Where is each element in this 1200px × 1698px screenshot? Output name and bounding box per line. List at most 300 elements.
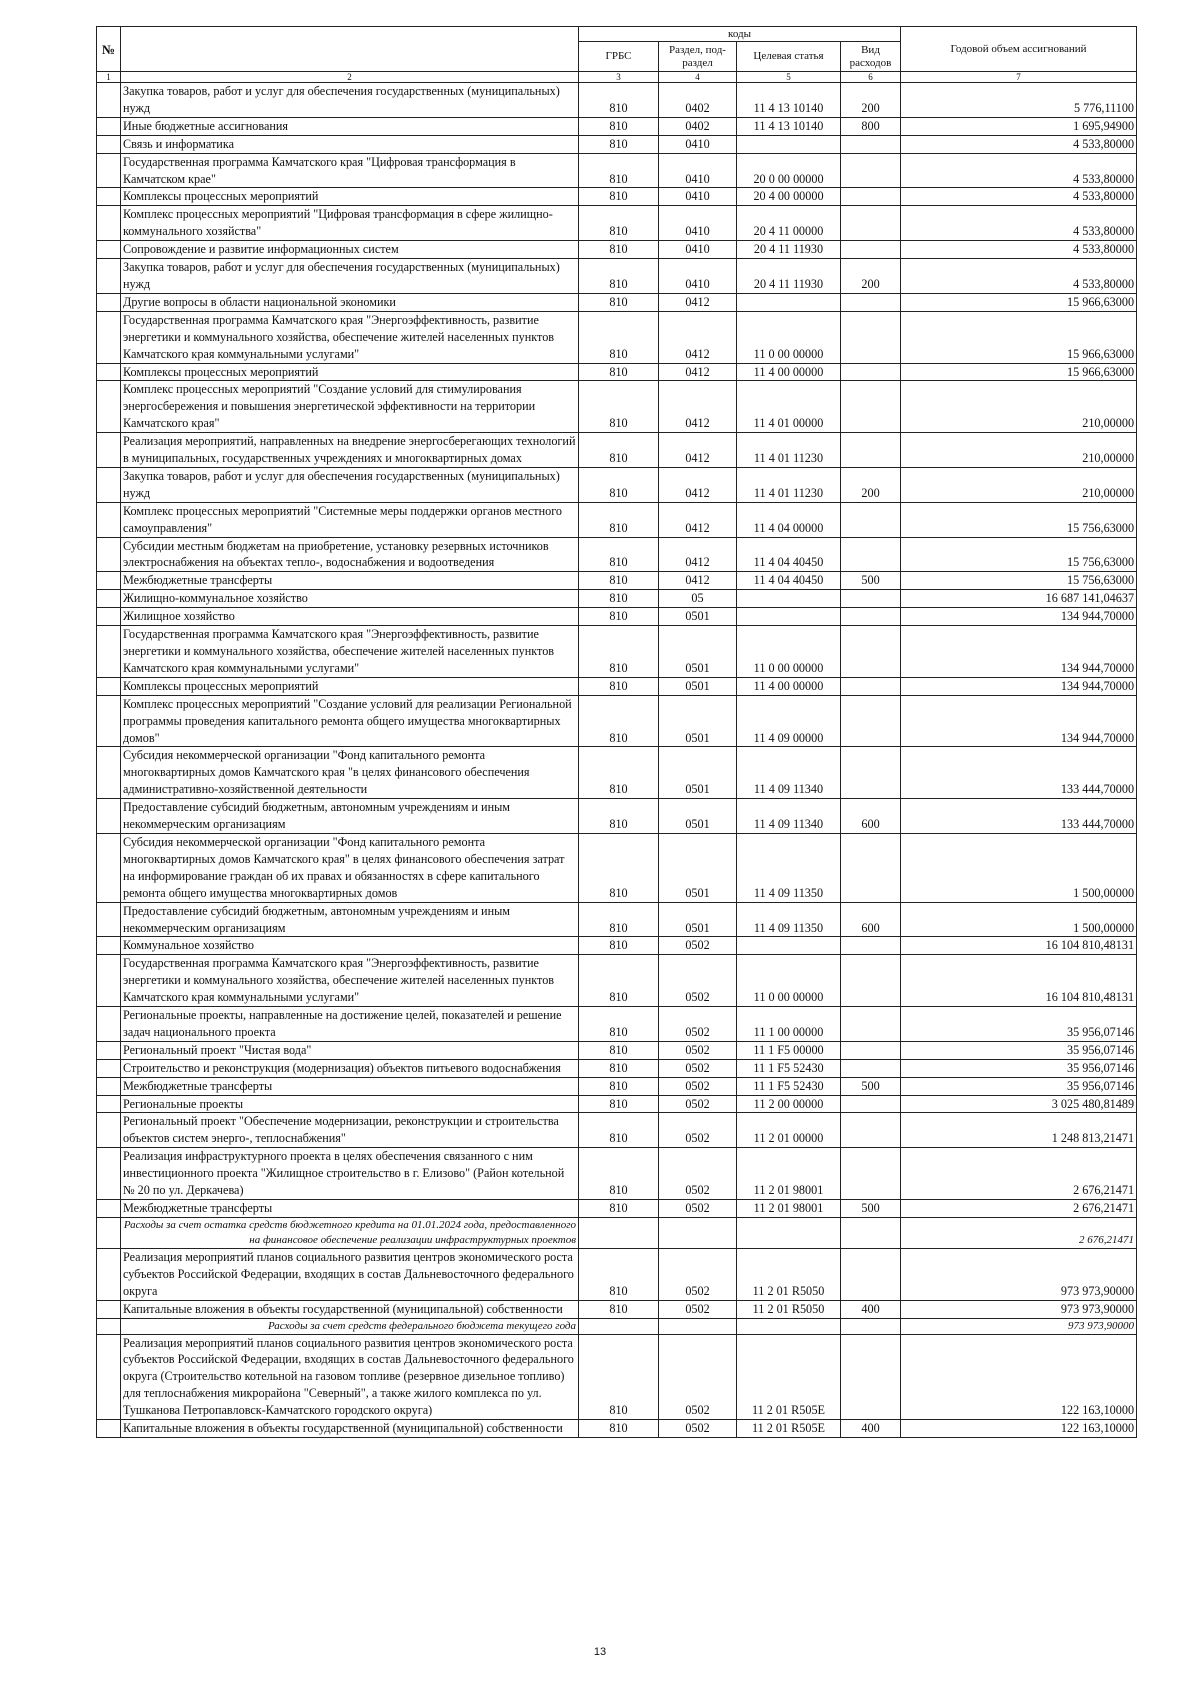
item-name: Субсидии местным бюджетам на приобретение, установку резервных источников электроснабжения на объектах тепло-, водоснабжения и водоотведения	[121, 537, 579, 572]
amount-cell: 134 944,70000	[901, 677, 1137, 695]
section-cell: 0501	[659, 695, 737, 747]
expense-type-cell: 200	[841, 467, 901, 502]
item-name: Строительство и реконструкция (модернизация) объектов питьевого водоснабжения	[121, 1059, 579, 1077]
item-name: Государственная программа Камчатского края "Энергоэффективность, развитие энергетики и коммунального хозяйства, обеспечение жителей населенных пунктов Камчатского края коммунальными услугами"	[121, 311, 579, 363]
target-article-cell: 11 4 09 11350	[737, 902, 841, 937]
table-row	[97, 83, 1137, 118]
amount-cell: 4 533,80000	[901, 153, 1137, 188]
target-article-cell: 11 4 04 40450	[737, 572, 841, 590]
row-number-cell	[97, 608, 121, 626]
target-article-cell	[737, 135, 841, 153]
amount-cell: 133 444,70000	[901, 799, 1137, 834]
table-row	[97, 1059, 1137, 1077]
row-number-cell	[97, 502, 121, 537]
section-cell: 0410	[659, 153, 737, 188]
target-article-cell: 11 4 01 00000	[737, 381, 841, 433]
row-number-cell	[97, 467, 121, 502]
expense-type-cell: 600	[841, 902, 901, 937]
header-name	[121, 27, 579, 72]
item-name: Государственная программа Камчатского края "Цифровая трансформация в Камчатском крае"	[121, 153, 579, 188]
row-number-cell	[97, 955, 121, 1007]
expense-type-cell	[841, 433, 901, 468]
amount-cell: 16 104 810,48131	[901, 937, 1137, 955]
section-cell: 05	[659, 590, 737, 608]
expense-type-cell: 500	[841, 1200, 901, 1218]
target-article-cell: 11 0 00 00000	[737, 311, 841, 363]
header-expense-type: Вид расходов	[841, 42, 901, 72]
amount-cell: 973 973,90000	[901, 1318, 1137, 1334]
expense-type-cell	[841, 381, 901, 433]
amount-cell: 2 676,21471	[901, 1200, 1137, 1218]
target-article-cell: 11 2 01 R5050	[737, 1300, 841, 1318]
note-row	[97, 1217, 1137, 1248]
table-row	[97, 1041, 1137, 1059]
row-number-cell	[97, 259, 121, 294]
target-article-cell: 11 2 01 R505E	[737, 1334, 841, 1420]
grbs-cell: 810	[579, 1041, 659, 1059]
item-name: Комплекс процессных мероприятий "Создание условий для стимулирования энергосбережения и повышения энергетической эффективности на территории Камчатского края"	[121, 381, 579, 433]
table-row	[97, 799, 1137, 834]
item-name: Субсидия некоммерческой организации "Фонд капитального ремонта многоквартирных домов Камчатского края "в целях финансового обеспечения административно-хозяйственной деятельности	[121, 747, 579, 799]
column-index: 5	[737, 72, 841, 83]
item-name: Реализация мероприятий, направленных на внедрение энергосберегающих технологий в муниципальных, государственных учреждениях и многоквартирных домах	[121, 433, 579, 468]
grbs-cell: 810	[579, 293, 659, 311]
table-row	[97, 433, 1137, 468]
table-row	[97, 311, 1137, 363]
section-cell: 0502	[659, 1300, 737, 1318]
item-name: Комплекс процессных мероприятий "Системные меры поддержки органов местного самоуправления"	[121, 502, 579, 537]
grbs-cell: 810	[579, 608, 659, 626]
row-number-cell	[97, 433, 121, 468]
amount-cell: 210,00000	[901, 381, 1137, 433]
item-name: Другие вопросы в области национальной экономики	[121, 293, 579, 311]
header-number: №	[97, 27, 121, 72]
row-number-cell	[97, 1200, 121, 1218]
table-row	[97, 677, 1137, 695]
table-row	[97, 1113, 1137, 1148]
table-row	[97, 502, 1137, 537]
item-name: Субсидия некоммерческой организации "Фонд капитального ремонта многоквартирных домов Камчатского края" в целях финансового обеспечения затрат на информирование граждан об их правах и обязанностях в сфере капитального ремонта общего имущества многоквартирных домов	[121, 833, 579, 902]
section-cell: 0502	[659, 1113, 737, 1148]
amount-cell: 2 676,21471	[901, 1217, 1137, 1248]
item-name: Капитальные вложения в объекты государственной (муниципальной) собственности	[121, 1420, 579, 1438]
target-article-cell: 11 4 00 00000	[737, 677, 841, 695]
row-number-cell	[97, 572, 121, 590]
target-article-cell: 11 4 09 11350	[737, 833, 841, 902]
expense-type-cell	[841, 135, 901, 153]
amount-cell: 5 776,11100	[901, 83, 1137, 118]
expense-type-cell	[841, 188, 901, 206]
amount-cell: 1 500,00000	[901, 902, 1137, 937]
section-cell: 0502	[659, 1420, 737, 1438]
expense-type-cell	[841, 747, 901, 799]
amount-cell: 1 500,00000	[901, 833, 1137, 902]
table-row	[97, 937, 1137, 955]
section-cell: 0501	[659, 799, 737, 834]
row-number-cell	[97, 1007, 121, 1042]
grbs-cell: 810	[579, 433, 659, 468]
amount-cell: 4 533,80000	[901, 135, 1137, 153]
item-name: Сопровождение и развитие информационных систем	[121, 241, 579, 259]
row-number-cell	[97, 799, 121, 834]
item-name: Государственная программа Камчатского края "Энергоэффективность, развитие энергетики и коммунального хозяйства, обеспечение жителей населенных пунктов Камчатского края коммунальными услугами"	[121, 626, 579, 678]
target-article-cell: 11 4 01 11230	[737, 467, 841, 502]
table-row	[97, 1007, 1137, 1042]
expense-type-cell	[841, 206, 901, 241]
target-article-cell: 11 4 04 40450	[737, 537, 841, 572]
amount-cell: 4 533,80000	[901, 206, 1137, 241]
amount-cell: 1 248 813,21471	[901, 1113, 1137, 1148]
item-name: Закупка товаров, работ и услуг для обеспечения государственных (муниципальных) нужд	[121, 83, 579, 118]
section-cell: 0410	[659, 188, 737, 206]
amount-cell: 973 973,90000	[901, 1300, 1137, 1318]
expense-type-cell	[841, 502, 901, 537]
section-cell: 0501	[659, 677, 737, 695]
section-cell: 0501	[659, 833, 737, 902]
grbs-cell: 810	[579, 1300, 659, 1318]
grbs-cell: 810	[579, 1077, 659, 1095]
expense-type-cell: 500	[841, 572, 901, 590]
amount-cell: 16 687 141,04637	[901, 590, 1137, 608]
amount-cell: 15 966,63000	[901, 311, 1137, 363]
section-cell: 0412	[659, 467, 737, 502]
column-index: 4	[659, 72, 737, 83]
section-cell: 0502	[659, 1200, 737, 1218]
amount-cell: 35 956,07146	[901, 1077, 1137, 1095]
table-row	[97, 467, 1137, 502]
expense-type-cell	[841, 1248, 901, 1300]
amount-cell: 35 956,07146	[901, 1007, 1137, 1042]
expense-type-cell	[841, 833, 901, 902]
grbs-cell	[579, 1318, 659, 1334]
column-index: 2	[121, 72, 579, 83]
target-article-cell: 11 4 09 11340	[737, 747, 841, 799]
row-number-cell	[97, 833, 121, 902]
section-cell: 0410	[659, 259, 737, 294]
target-article-cell: 11 1 00 00000	[737, 1007, 841, 1042]
section-cell: 0501	[659, 626, 737, 678]
section-cell: 0410	[659, 206, 737, 241]
budget-document	[96, 26, 1136, 1438]
row-number-cell	[97, 1318, 121, 1334]
section-cell: 0502	[659, 1248, 737, 1300]
item-name: Комплексы процессных мероприятий	[121, 363, 579, 381]
row-number-cell	[97, 188, 121, 206]
target-article-cell: 11 0 00 00000	[737, 955, 841, 1007]
grbs-cell: 810	[579, 259, 659, 294]
table-row	[97, 1248, 1137, 1300]
section-cell: 0410	[659, 135, 737, 153]
amount-cell: 15 966,63000	[901, 293, 1137, 311]
table-row	[97, 747, 1137, 799]
section-cell: 0501	[659, 902, 737, 937]
item-name: Закупка товаров, работ и услуг для обеспечения государственных (муниципальных) нужд	[121, 259, 579, 294]
target-article-cell: 11 2 00 00000	[737, 1095, 841, 1113]
section-cell: 0410	[659, 241, 737, 259]
column-index: 6	[841, 72, 901, 83]
row-number-cell	[97, 937, 121, 955]
table-header	[97, 27, 1137, 83]
header-annual-volume: Годовой объем ассигнований	[901, 27, 1137, 72]
target-article-cell: 11 1 F5 00000	[737, 1041, 841, 1059]
grbs-cell: 810	[579, 695, 659, 747]
grbs-cell: 810	[579, 1248, 659, 1300]
section-cell	[659, 1318, 737, 1334]
expense-type-cell	[841, 1148, 901, 1200]
budget-table	[96, 26, 1137, 1438]
target-article-cell	[737, 1217, 841, 1248]
expense-type-cell	[841, 1007, 901, 1042]
note-text: Расходы за счет остатка средств бюджетного кредита на 01.01.2024 года, предоставленного на финансовое обеспечение реализации инфраструктурных проектов	[121, 1217, 579, 1248]
table-row	[97, 1077, 1137, 1095]
amount-cell: 15 966,63000	[901, 363, 1137, 381]
expense-type-cell: 500	[841, 1077, 901, 1095]
target-article-cell: 11 1 F5 52430	[737, 1077, 841, 1095]
item-name: Межбюджетные трансферты	[121, 572, 579, 590]
table-row	[97, 153, 1137, 188]
item-name: Капитальные вложения в объекты государственной (муниципальной) собственности	[121, 1300, 579, 1318]
grbs-cell: 810	[579, 590, 659, 608]
grbs-cell: 810	[579, 1200, 659, 1218]
amount-cell: 15 756,63000	[901, 537, 1137, 572]
row-number-cell	[97, 153, 121, 188]
expense-type-cell: 800	[841, 117, 901, 135]
row-number-cell	[97, 902, 121, 937]
item-name: Региональный проект "Обеспечение модернизации, реконструкции и строительства объектов систем энерго-, теплоснабжения"	[121, 1113, 579, 1148]
table-row	[97, 626, 1137, 678]
header-section: Раздел, под-раздел	[659, 42, 737, 72]
target-article-cell: 11 4 00 00000	[737, 363, 841, 381]
target-article-cell: 20 4 00 00000	[737, 188, 841, 206]
row-number-cell	[97, 293, 121, 311]
grbs-cell: 810	[579, 83, 659, 118]
column-index: 1	[97, 72, 121, 83]
amount-cell: 35 956,07146	[901, 1041, 1137, 1059]
table-row	[97, 1148, 1137, 1200]
item-name: Комплексы процессных мероприятий	[121, 677, 579, 695]
expense-type-cell	[841, 293, 901, 311]
grbs-cell: 810	[579, 153, 659, 188]
section-cell: 0502	[659, 1095, 737, 1113]
target-article-cell: 20 4 11 11930	[737, 241, 841, 259]
item-name: Региональные проекты	[121, 1095, 579, 1113]
section-cell: 0502	[659, 1041, 737, 1059]
section-cell: 0412	[659, 433, 737, 468]
row-number-cell	[97, 311, 121, 363]
grbs-cell: 810	[579, 381, 659, 433]
amount-cell: 4 533,80000	[901, 241, 1137, 259]
row-number-cell	[97, 626, 121, 678]
section-cell: 0502	[659, 1334, 737, 1420]
table-row	[97, 241, 1137, 259]
row-number-cell	[97, 1334, 121, 1420]
column-index: 3	[579, 72, 659, 83]
expense-type-cell	[841, 311, 901, 363]
expense-type-cell	[841, 1334, 901, 1420]
grbs-cell: 810	[579, 363, 659, 381]
expense-type-cell	[841, 537, 901, 572]
section-cell: 0502	[659, 1148, 737, 1200]
grbs-cell: 810	[579, 937, 659, 955]
grbs-cell: 810	[579, 677, 659, 695]
section-cell: 0412	[659, 572, 737, 590]
amount-cell: 122 163,10000	[901, 1420, 1137, 1438]
row-number-cell	[97, 1217, 121, 1248]
expense-type-cell	[841, 695, 901, 747]
row-number-cell	[97, 1248, 121, 1300]
item-name: Межбюджетные трансферты	[121, 1200, 579, 1218]
table-row	[97, 695, 1137, 747]
grbs-cell: 810	[579, 311, 659, 363]
item-name: Коммунальное хозяйство	[121, 937, 579, 955]
expense-type-cell	[841, 1095, 901, 1113]
grbs-cell: 810	[579, 833, 659, 902]
row-number-cell	[97, 1059, 121, 1077]
item-name: Региональные проекты, направленные на достижение целей, показателей и решение задач национального проекта	[121, 1007, 579, 1042]
item-name: Реализация инфраструктурного проекта в целях обеспечения связанного с ним инвестиционного проекта "Жилищное строительство в г. Елизово" (Район котельной № 20 по ул. Деркачева)	[121, 1148, 579, 1200]
table-row	[97, 537, 1137, 572]
row-number-cell	[97, 747, 121, 799]
section-cell: 0412	[659, 311, 737, 363]
table-row	[97, 1300, 1137, 1318]
amount-cell: 35 956,07146	[901, 1059, 1137, 1077]
grbs-cell: 810	[579, 188, 659, 206]
row-number-cell	[97, 1041, 121, 1059]
table-row	[97, 259, 1137, 294]
expense-type-cell	[841, 1059, 901, 1077]
grbs-cell: 810	[579, 902, 659, 937]
item-name: Предоставление субсидий бюджетным, автономным учреждениям и иным некоммерческим организациям	[121, 902, 579, 937]
target-article-cell	[737, 590, 841, 608]
row-number-cell	[97, 241, 121, 259]
expense-type-cell	[841, 937, 901, 955]
amount-cell: 4 533,80000	[901, 259, 1137, 294]
row-number-cell	[97, 117, 121, 135]
grbs-cell: 810	[579, 626, 659, 678]
item-name: Комплекс процессных мероприятий "Цифровая трансформация в сфере жилищно-коммунального хозяйства"	[121, 206, 579, 241]
item-name: Связь и информатика	[121, 135, 579, 153]
expense-type-cell: 600	[841, 799, 901, 834]
amount-cell: 134 944,70000	[901, 608, 1137, 626]
header-target-article: Целевая статья	[737, 42, 841, 72]
table-row	[97, 117, 1137, 135]
row-number-cell	[97, 1420, 121, 1438]
section-cell: 0412	[659, 381, 737, 433]
grbs-cell: 810	[579, 1113, 659, 1148]
expense-type-cell	[841, 153, 901, 188]
grbs-cell: 810	[579, 241, 659, 259]
page-number: 13	[593, 1646, 607, 1658]
item-name: Жилищно-коммунальное хозяйство	[121, 590, 579, 608]
grbs-cell: 810	[579, 572, 659, 590]
amount-cell: 1 695,94900	[901, 117, 1137, 135]
target-article-cell: 11 0 00 00000	[737, 626, 841, 678]
amount-cell: 210,00000	[901, 467, 1137, 502]
grbs-cell: 810	[579, 502, 659, 537]
target-article-cell: 20 4 11 11930	[737, 259, 841, 294]
grbs-cell: 810	[579, 1334, 659, 1420]
grbs-cell: 810	[579, 1095, 659, 1113]
section-cell: 0502	[659, 955, 737, 1007]
target-article-cell	[737, 937, 841, 955]
item-name: Предоставление субсидий бюджетным, автономным учреждениям и иным некоммерческим организациям	[121, 799, 579, 834]
grbs-cell: 810	[579, 1148, 659, 1200]
expense-type-cell: 400	[841, 1420, 901, 1438]
row-number-cell	[97, 135, 121, 153]
grbs-cell: 810	[579, 117, 659, 135]
row-number-cell	[97, 1095, 121, 1113]
target-article-cell: 11 2 01 98001	[737, 1148, 841, 1200]
grbs-cell: 810	[579, 1059, 659, 1077]
item-name: Реализация мероприятий планов социального развития центров экономического роста субъектов Российской Федерации, входящих в состав Дальневосточного федерального округа	[121, 1248, 579, 1300]
row-number-cell	[97, 590, 121, 608]
section-cell: 0402	[659, 117, 737, 135]
row-number-cell	[97, 1077, 121, 1095]
grbs-cell: 810	[579, 747, 659, 799]
target-article-cell: 11 2 01 R5050	[737, 1248, 841, 1300]
expense-type-cell	[841, 1318, 901, 1334]
item-name: Иные бюджетные ассигнования	[121, 117, 579, 135]
column-index: 7	[901, 72, 1137, 83]
target-article-cell: 20 0 00 00000	[737, 153, 841, 188]
amount-cell: 16 104 810,48131	[901, 955, 1137, 1007]
table-row	[97, 1334, 1137, 1420]
expense-type-cell	[841, 1217, 901, 1248]
expense-type-cell	[841, 1113, 901, 1148]
row-number-cell	[97, 83, 121, 118]
item-name: Межбюджетные трансферты	[121, 1077, 579, 1095]
row-number-cell	[97, 363, 121, 381]
amount-cell: 3 025 480,81489	[901, 1095, 1137, 1113]
table-row	[97, 833, 1137, 902]
amount-cell: 133 444,70000	[901, 747, 1137, 799]
item-name: Комплексы процессных мероприятий	[121, 188, 579, 206]
table-row	[97, 608, 1137, 626]
amount-cell: 134 944,70000	[901, 695, 1137, 747]
expense-type-cell	[841, 677, 901, 695]
expense-type-cell: 200	[841, 259, 901, 294]
section-cell: 0402	[659, 83, 737, 118]
table-row	[97, 1420, 1137, 1438]
amount-cell: 2 676,21471	[901, 1148, 1137, 1200]
section-cell: 0412	[659, 363, 737, 381]
target-article-cell: 11 1 F5 52430	[737, 1059, 841, 1077]
amount-cell: 973 973,90000	[901, 1248, 1137, 1300]
table-row	[97, 1200, 1137, 1218]
table-row	[97, 293, 1137, 311]
grbs-cell: 810	[579, 537, 659, 572]
row-number-cell	[97, 677, 121, 695]
table-row	[97, 572, 1137, 590]
target-article-cell	[737, 1318, 841, 1334]
expense-type-cell	[841, 608, 901, 626]
row-number-cell	[97, 1148, 121, 1200]
amount-cell: 122 163,10000	[901, 1334, 1137, 1420]
section-cell: 0502	[659, 1059, 737, 1077]
item-name: Государственная программа Камчатского края "Энергоэффективность, развитие энергетики и коммунального хозяйства, обеспечение жителей населенных пунктов Камчатского края коммунальными услугами"	[121, 955, 579, 1007]
table-row	[97, 1095, 1137, 1113]
amount-cell: 15 756,63000	[901, 572, 1137, 590]
row-number-cell	[97, 1300, 121, 1318]
row-number-cell	[97, 695, 121, 747]
table-row	[97, 381, 1137, 433]
expense-type-cell	[841, 590, 901, 608]
target-article-cell	[737, 293, 841, 311]
amount-cell: 210,00000	[901, 433, 1137, 468]
section-cell: 0501	[659, 608, 737, 626]
expense-type-cell	[841, 626, 901, 678]
amount-cell: 4 533,80000	[901, 188, 1137, 206]
